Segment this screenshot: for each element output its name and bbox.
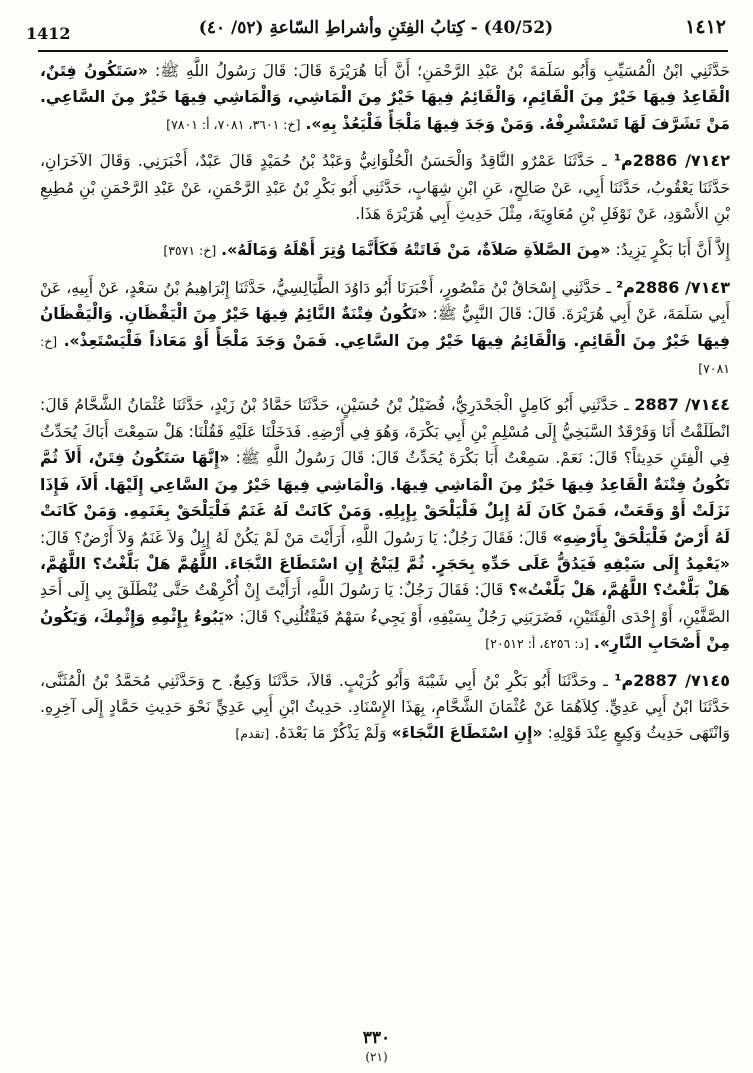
page-number-footer: ٣٣٠ (362, 1028, 391, 1048)
header-rule (38, 50, 728, 52)
paragraph-1: حَدَّثَنِي ابْنُ الْمُسَيِّبِ وَأَبُو سَلَمَةَ بْنُ عَبْدِ الرَّحْمَنِ؛ أَنَّ أَبَا هُرَيْرَةَ قَالَ: قَالَ رَسُولُ اللَّهِ ﷺ: «سَتَكُونُ فِتَنٌ، الْقَاعِدُ فِيهَا خَيْرٌ مِنَ الْقَائِمِ، وَالْقَائِمُ فِيهَا خَيْرٌ مِنَ الْمَاشِي، وَالْمَاشِي فِيهَا خَيْرٌ مِنَ السَّاعِي. مَنْ تَشَرَّفَ لَهَا تَسْتَشْرِفْهُ. وَمَنْ وَجَدَ فِيهَا مَلْجَأً فَلْيَعُذْ بِهِ». [خ: ٣٦٠١، ٧٠٨١، أ: ٧٨٠١] (40, 62, 730, 133)
hadith-7143: ٧١٤٣/ 2886م² ـ حَدَّثَنِي إِسْحَاقُ بْنُ مَنْصُورٍ، أَخْبَرَنَا أَبُو دَاوُدَ الطَّيَالِسِيُّ، حَدَّثَنَا إِبْرَاهِيمُ بْنُ سَعْدٍ، عَنْ أَبِيهِ، عَنْ أَبِي سَلَمَةَ، عَنْ أَبِي هُرَيْرَةَ. قَالَ: قَالَ النَّبِيُّ ﷺ: «تَكُونُ فِتْنَةٌ النَّائِمُ فِيهَا خَيْرٌ مِنَ الْيَقْظَانِ. وَالْيَقْظَانُ فِيهَا خَيْرٌ مِنَ الْقَائِمِ. وَالْقَائِمُ فِيهَا خَيْرٌ مِنَ السَّاعِي. فَمَنْ وَجَدَ مَلْجَأً أَوْ مَعَاذاً فَلْيَسْتَعِذْ». [خ: ٧٠٨١] (40, 277, 730, 377)
text-body (40, 58, 730, 758)
hadith-number: ٧١٤٥/ 2887م¹ (614, 670, 730, 690)
hadith-7142: ٧١٤٢/ 2886م¹ ـ حَدَّثَنَا عَمْرٌو النَّاقِدُ وَالْحَسَنُ الْحُلْوَانِيُّ وَعَبْدُ بْنُ حُمَيْدٍ قَالَ عَبْدٌ، أَخْبَرَنِي. وَقَالَ الآخَرَانِ، حَدَّثَنَا يَعْقُوبُ، حَدَّثَنَا أَبِي، عَنْ صَالِحٍ، عَنِ ابْنِ شِهَابٍ، حَدَّثَنِي أَبُو بَكْرِ بْنُ عَبْدِ الرَّحْمَنِ، عَنْ عَبْدِ الرَّحْمَنِ بْنِ مُطِيعِ بْنِ الأَسْوَدِ، عَنْ نَوْفَلِ بْنِ مُعَاوِيَةَ، مِثْلَ حَدِيثِ أَبِي هُرَيْرَةَ هَذَا. (40, 151, 730, 224)
hadith-7145: ٧١٤٥/ 2887م¹ ـ وحَدَّثَنَا أَبُو بَكْرِ بْنُ أَبِي شَيْبَةَ وَأَبُو كُرَيْبٍ. قَالاَ، حَدَّثَنَا وَكِيعٌ. ح وَحَدَّثَنِي مُحَمَّدُ بْنُ الْمُثَنَّى، حَدَّثَنَا ابْنُ أَبِي عَدِيٍّ. كِلاَهُمَا عَنْ عُثْمَانَ الشَّحَّامِ، بِهَذَا الإِسْنَادِ. حَدِيثُ ابْنِ أَبِي عَدِيٍّ نَحْوَ حَدِيثِ حَمَّادٍ إِلَى آخِرِهِ. وَانْتَهَى حَدِيثُ وَكِيعٍ عِنْدَ قَوْلِهِ: «إِنِ اسْتَطَاعَ النَّجَاءَ» وَلَمْ يَذْكُرْ مَا بَعْدَهُ. [تقدم] (40, 670, 730, 743)
signature-mark: (٢١) (365, 1050, 388, 1064)
paragraph-addition: إِلاَّ أَنَّ أَبَا بَكْرٍ يَزِيدُ: «مِنَ الصَّلاَةِ صَلاَةٌ، مَنْ فَاتَتْهُ فَكَأَنَّمَا وُتِرَ أَهْلَهُ وَمَالَهُ». [خ: ٣٥٧١] (163, 241, 730, 260)
running-header (26, 14, 726, 48)
page-number-arabic: ١٤١٢ (685, 16, 726, 38)
chapter-title: (40/52) - كِتابُ الفِتَنِ وأشراطِ السّاعةِ (٥٢/ ٤٠) (198, 18, 554, 38)
hadith-number: ٧١٤٣/ 2886م² (616, 277, 730, 297)
hadith-7144: ٧١٤٤/ 2887 ـ حَدَّثَنِي أَبُو كَامِلٍ الْجَحْدَرِيُّ، فُضَيْلُ بْنُ حُسَيْنٍ، حَدَّثَنَا حَمَّادُ بْنُ زَيْدٍ، حَدَّثَنَا عُثْمَانُ الشَّحَّامُ قَالَ: انْطَلَقْتُ أَنَا وَفَرْقَدٌ السَّبَخِيُّ إِلَى مُسْلِمِ بْنِ أَبِي بَكْرَةَ، وَهُوَ فِي أَرْضِهِ. فَدَخَلْنَا عَلَيْهِ فَقُلْنَا: هَلْ سَمِعْتَ أَبَاكَ يُحَدِّثُ فِي الْفِتَنِ حَدِيثاً؟ قَالَ: نَعَمْ. سَمِعْتُ أَبَا بَكْرَةَ يُحَدِّثُ قَالَ: قَالَ رَسُولُ اللَّهِ ﷺ: «إِنَّهَا سَتَكُونُ فِتَنٌ، أَلاَ ثُمَّ تَكُونُ فِتْنَةٌ الْقَاعِدُ فِيهَا خَيْرٌ مِنَ الْمَاشِي فِيهَا. وَالْمَاشِي فِيهَا خَيْرٌ مِنَ السَّاعِي إِلَيْهَا. أَلاَ، فَإِذَا نَزَلَتْ أَوْ وَقَعَتْ، فَمَنْ كَانَ لَهُ إِبِلٌ فَلْيَلْحَقْ بِإِبِلِهِ. وَمَنْ كَانَتْ لَهُ غَنَمٌ فَلْيَلْحَقْ بِغَنَمِهِ. وَمَنْ كَانَتْ لَهُ أَرْضٌ فَلْيَلْحَقْ بِأَرْضِهِ» قَالَ: فَقَالَ رَجُلٌ: يَا رَسُولَ اللَّهِ، أَرَأَيْتَ مَنْ لَمْ يَكُنْ لَهُ إِبِلٌ وَلاَ غَنَمٌ وَلاَ أَرْضٌ؟ قَالَ: «يَعْمِدُ إِلَى سَيْفِهِ فَيَدُقُّ عَلَى حَدِّهِ بِحَجَرٍ. ثُمَّ لِيَنْجُ إِنِ اسْتَطَاعَ النَّجَاءَ. اللَّهُمَّ هَلْ بَلَّغْتُ؟ اللَّهُمَّ، هَلْ بَلَّغْتُ؟ اللَّهُمَّ، هَلْ بَلَّغْتُ»؟ قَالَ: فَقَالَ رَجُلٌ: يَا رَسُولَ اللَّهِ، أَرَأَيْتَ إِنْ أُكْرِهْتُ حَتَّى يُنْطَلَقَ بِي إِلَى أَحَدِ الصَّفَّيْنِ، أَوْ إِحْدَى الْفِئَتَيْنِ، فَضَرَبَنِي رَجُلٌ بِسَيْفِهِ، أَوْ يَجِيءُ سَهْمٌ فَيَقْتُلُنِي؟ قَالَ: «يَبُوءُ بِإِثْمِهِ وَإِثْمِكَ، وَيَكُونُ مِنْ أَصْحَابِ النَّارِ». [د: ٤٢٥٦، أ: ٢٠٥١٢] (40, 395, 730, 653)
hadith-number: ٧١٤٢/ 2886م¹ (613, 151, 730, 171)
page-number-latin: 1412 (26, 24, 71, 43)
hadith-number: ٧١٤٤/ 2887 (634, 395, 730, 415)
